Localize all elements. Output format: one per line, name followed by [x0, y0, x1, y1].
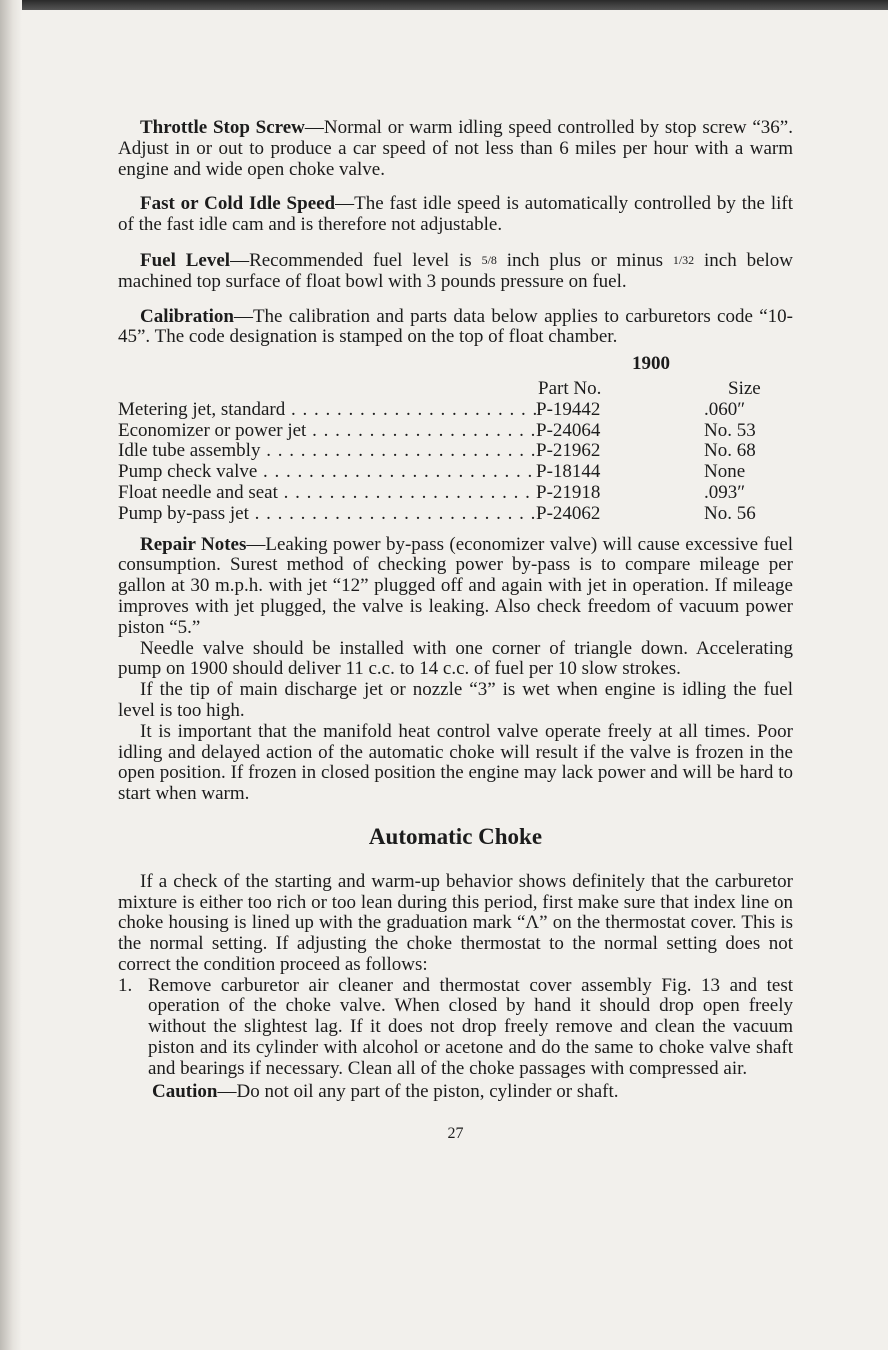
- part-size: No. 53: [704, 419, 756, 441]
- part-size: .060″: [704, 398, 746, 420]
- header-desc: [118, 379, 536, 400]
- fuel-level-text: inch below machined top surface of float bowl with 3 pounds pressure on fuel.: [118, 249, 793, 292]
- table-header: [118, 379, 793, 400]
- calibration-title: Calibration: [140, 305, 234, 327]
- section-heading: Automatic Choke: [368, 823, 543, 849]
- part-number: P-21962: [536, 440, 601, 462]
- fuel-level-title: Fuel Level: [140, 249, 231, 271]
- part-description: Float needle and seat . . .: [118, 483, 536, 504]
- part-description: Pump check valve . . .: [118, 462, 536, 483]
- part-size: No. 56: [704, 502, 756, 524]
- caution-title: Caution: [152, 1080, 218, 1102]
- fast-idle-paragraph: [118, 194, 793, 236]
- part-description: Pump by-pass jet . . .: [118, 504, 536, 525]
- list-text: Remove carburetor air cleaner and thermostat cover assembly Fig. 13 and test operation of the choke valve. When closed by hand it should drop open freely without the slightest lag. If it does not drop freely remove and clean the vacuum piston and its cylinder with alcohol or acetone and do the same to choke valve shaft and bearings if necessary. Clean all of the choke passages with compressed air.: [148, 974, 793, 1079]
- part-size: .093″: [704, 481, 746, 503]
- repair-paragraph: It is important that the manifold heat control valve operate freely at all times. Poor idling and delayed action of the automatic choke will result if the valve is frozen in the open position. If frozen in closed position the engine may lack power and will be hard to start when warm.: [118, 720, 793, 805]
- choke-intro: If a check of the starting and warm-up behavior shows definitely that the carburetor mixture is either too rich or too lean during this period, first make sure that index line on choke housing is lined up with the graduation mark “Λ” on the thermostat cover. This is the normal setting. If adjusting the choke thermostat to the normal setting does not correct the condition proceed as follows:: [118, 870, 793, 975]
- header-part-no: Part No.: [538, 377, 602, 399]
- table-row: [118, 421, 793, 442]
- parts-table: [118, 379, 793, 525]
- repair-paragraph: Needle valve should be installed with one corner of triangle down. Accelerating pump on 1900 should deliver 11 c.c. to 14 c.c. of fuel per 10 slow strokes.: [118, 637, 793, 680]
- fuel-level-paragraph: [118, 250, 793, 293]
- list-item: [118, 976, 793, 1080]
- fast-idle-text: —The fast idle speed is automatically controlled by the lift of the fast idle cam and is therefore not adjustable.: [118, 193, 793, 236]
- part-number: P-18144: [536, 461, 601, 483]
- part-number: P-21918: [536, 481, 601, 503]
- fuel-level-text: —Recommended fuel level is: [230, 249, 482, 271]
- table-row: [118, 483, 793, 504]
- caution-text: —Do not oil any part of the piston, cylinder or shaft.: [217, 1080, 619, 1102]
- fast-idle-title: Fast or Cold Idle Speed: [140, 193, 336, 215]
- page-content: [118, 0, 793, 1185]
- repair-paragraph: If the tip of main discharge jet or nozzle “3” is wet when engine is idling the fuel level is too high.: [118, 679, 793, 721]
- part-number: P-24064: [536, 419, 601, 441]
- caution-note: [152, 1082, 793, 1103]
- model-heading: 1900: [632, 353, 670, 375]
- part-size: None: [704, 461, 746, 483]
- part-size: No. 68: [704, 440, 756, 462]
- calibration-paragraph: [118, 307, 793, 349]
- part-description: Idle tube assembly . . .: [118, 441, 536, 462]
- table-row: [118, 400, 793, 421]
- part-number: P-24062: [536, 502, 601, 524]
- repair-notes-title: Repair Notes: [140, 533, 247, 555]
- repair-notes-paragraph: [118, 535, 793, 639]
- header-size: Size: [728, 377, 761, 399]
- throttle-text: —Normal or warm idling speed controlled by stop screw “36”. Adjust in or out to produce a car speed of not less than 6 miles per hour with a warm engine and wide open choke valve.: [118, 117, 793, 180]
- repair-notes-text: —Leaking power by-pass (economizer valve) will cause excessive fuel consumption. Surest method of checking power by-pass is to compare mileage per gallon at 30 m.p.h. with jet “12” plugged off and again with jet in operation. If mileage improves with jet plugged, the valve is leaking. Also check freedom of vacuum power piston “5.”: [118, 533, 793, 638]
- table-row: [118, 441, 793, 462]
- part-number: P-19442: [536, 398, 601, 420]
- table-row: [118, 504, 793, 525]
- page-gutter-shadow: [0, 0, 22, 1350]
- fraction: 5/8: [481, 252, 497, 267]
- fuel-level-text: inch plus or minus: [496, 249, 673, 271]
- part-description: Economizer or power jet . . .: [118, 421, 536, 442]
- throttle-title: Throttle Stop Screw: [140, 117, 305, 138]
- fraction: 1/32: [672, 252, 695, 267]
- part-description: Metering jet, standard . . .: [118, 400, 536, 421]
- calibration-text: —The calibration and parts data below applies to carburetors code “10-45”. The code designation is stamped on the top of float chamber.: [118, 305, 793, 348]
- list-number: 1.: [118, 974, 133, 996]
- table-row: [118, 462, 793, 483]
- throttle-paragraph: [118, 118, 793, 180]
- page-number: 27: [447, 1125, 464, 1143]
